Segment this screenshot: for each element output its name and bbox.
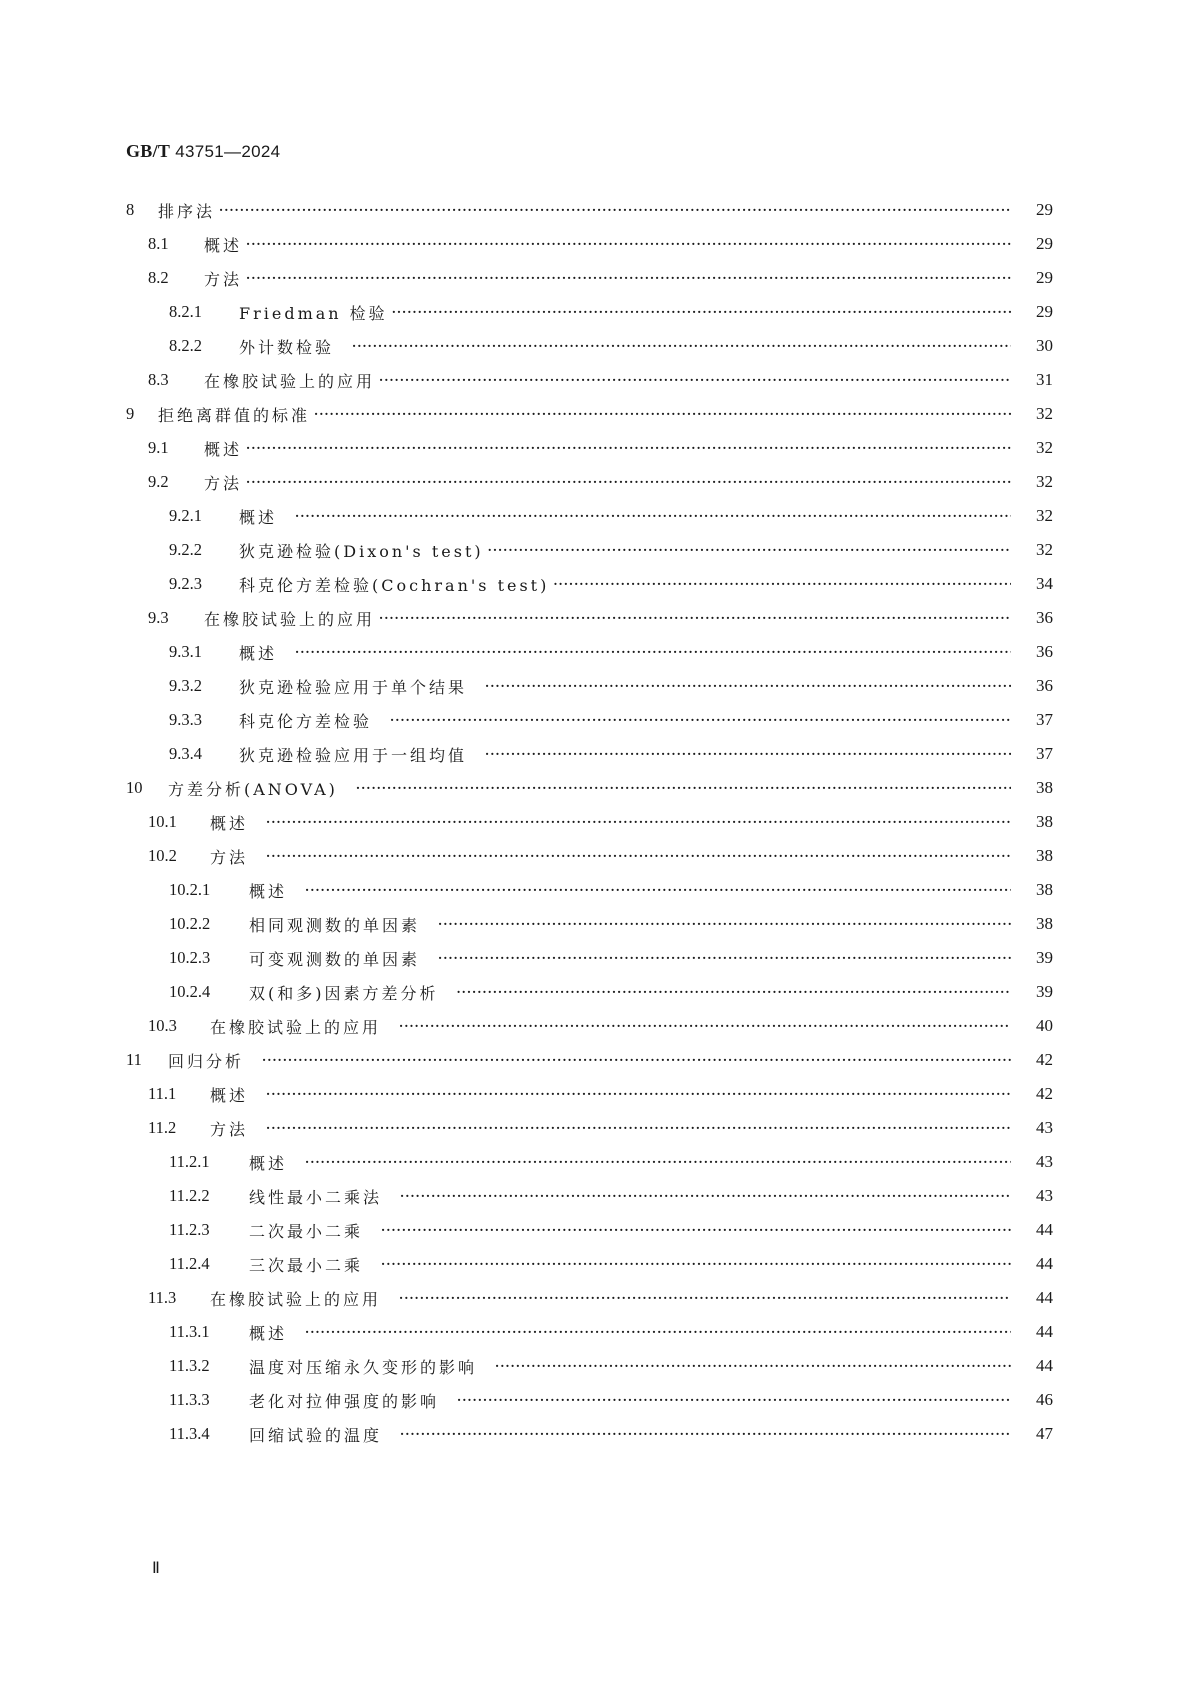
toc-entry[interactable]: [126, 533, 1053, 567]
toc-entry-title: 回归分析: [168, 1051, 245, 1071]
toc-entry-page: 47: [1036, 1424, 1053, 1443]
toc-entry[interactable]: [126, 465, 1053, 499]
dot-leader: [352, 340, 1011, 352]
toc-entry[interactable]: [126, 295, 1053, 329]
toc-entry-number: 9.3.3: [169, 710, 202, 729]
toc-entry[interactable]: [126, 941, 1053, 975]
toc-entry-page: 29: [1036, 200, 1053, 219]
toc-entry-number: 11.2: [148, 1118, 177, 1137]
toc-entry-page: 38: [1036, 778, 1053, 797]
dot-leader: [488, 544, 1011, 556]
toc-entry-title: 在橡胶试验上的应用: [204, 609, 376, 629]
toc-entry-number: 10.2.1: [169, 880, 211, 899]
table-of-contents: [126, 193, 1053, 1451]
toc-entry[interactable]: [126, 1349, 1053, 1383]
toc-entry-title: 概述: [210, 1085, 249, 1105]
toc-entry-page: 36: [1036, 642, 1053, 661]
toc-entry-title: 方差分析(ANOVA): [168, 779, 338, 799]
toc-entry-page: 31: [1036, 370, 1053, 389]
toc-entry-title: 方法: [210, 1119, 249, 1139]
dot-leader: [390, 714, 1011, 726]
toc-entry[interactable]: [126, 1315, 1053, 1349]
dot-leader: [266, 816, 1011, 828]
dot-leader: [485, 680, 1011, 692]
toc-entry[interactable]: [126, 805, 1053, 839]
toc-entry-page: 36: [1036, 608, 1053, 627]
toc-entry-page: 29: [1036, 268, 1053, 287]
toc-entry[interactable]: [126, 1111, 1053, 1145]
toc-entry-number: 10.3: [148, 1016, 177, 1035]
toc-entry-page: 44: [1036, 1356, 1053, 1375]
toc-entry-number: 9.3.1: [169, 642, 202, 661]
toc-entry-page: 44: [1036, 1220, 1053, 1239]
toc-entry-title: 狄克逊检验应用于单个结果: [239, 677, 468, 697]
dot-leader: [314, 408, 1011, 420]
toc-entry[interactable]: [126, 1145, 1053, 1179]
toc-entry-page: 43: [1036, 1186, 1053, 1205]
toc-entry-title: 线性最小二乘法: [249, 1187, 383, 1207]
toc-entry-page: 32: [1036, 404, 1053, 423]
toc-entry[interactable]: [126, 975, 1053, 1009]
toc-entry-page: 44: [1036, 1322, 1053, 1341]
dot-leader: [438, 918, 1011, 930]
toc-entry-number: 11.3.3: [169, 1390, 210, 1409]
toc-entry-number: 8.2.2: [169, 336, 202, 355]
toc-entry[interactable]: [126, 499, 1053, 533]
toc-entry-number: 11.3: [148, 1288, 177, 1307]
toc-entry-page: 44: [1036, 1288, 1053, 1307]
toc-entry[interactable]: [126, 397, 1053, 431]
dot-leader: [262, 1054, 1011, 1066]
toc-entry[interactable]: [126, 907, 1053, 941]
dot-leader: [400, 1190, 1011, 1202]
toc-entry-title: 方法: [210, 847, 249, 867]
toc-entry-number: 11.2.2: [169, 1186, 210, 1205]
toc-entry-page: 36: [1036, 676, 1053, 695]
toc-entry-page: 44: [1036, 1254, 1053, 1273]
dot-leader: [379, 374, 1011, 386]
toc-entry-page: 38: [1036, 914, 1053, 933]
toc-entry[interactable]: [126, 1383, 1053, 1417]
toc-entry[interactable]: [126, 567, 1053, 601]
toc-entry[interactable]: [126, 227, 1053, 261]
toc-entry-number: 10.2.2: [169, 914, 211, 933]
toc-entry-title: Friedman 检验: [239, 303, 388, 323]
standard-prefix: GB/T: [126, 141, 171, 161]
dot-leader: [266, 1088, 1011, 1100]
toc-entry-title: 概述: [249, 1323, 288, 1343]
toc-entry-number: 10.2.4: [169, 982, 211, 1001]
toc-entry-page: 42: [1036, 1050, 1053, 1069]
toc-entry-title: 在橡胶试验上的应用: [210, 1289, 382, 1309]
toc-entry[interactable]: [126, 431, 1053, 465]
toc-entry-number: 8: [126, 200, 135, 219]
toc-entry-page: 37: [1036, 710, 1053, 729]
toc-entry-title: 拒绝离群值的标准: [158, 405, 311, 425]
toc-entry-page: 39: [1036, 982, 1053, 1001]
dot-leader: [356, 782, 1011, 794]
toc-entry[interactable]: [126, 261, 1053, 295]
toc-entry-page: 32: [1036, 472, 1053, 491]
dot-leader: [392, 306, 1011, 318]
toc-entry-number: 8.1: [148, 234, 169, 253]
dot-leader: [305, 1156, 1011, 1168]
toc-entry-title: 科克伦方差检验(Cochran's test): [239, 575, 550, 595]
toc-entry-number: 11.1: [148, 1084, 177, 1103]
toc-entry-number: 11.2.3: [169, 1220, 210, 1239]
toc-entry-page: 38: [1036, 812, 1053, 831]
toc-entry-number: 9.3: [148, 608, 169, 627]
toc-entry-number: 11: [126, 1050, 142, 1069]
toc-entry-page: 38: [1036, 846, 1053, 865]
toc-entry-number: 11.2.1: [169, 1152, 210, 1171]
toc-entry[interactable]: [126, 601, 1053, 635]
toc-entry-number: 11.3.1: [169, 1322, 210, 1341]
toc-entry[interactable]: [126, 1043, 1053, 1077]
toc-entry-page: 46: [1036, 1390, 1053, 1409]
dot-leader: [399, 1020, 1011, 1032]
toc-entry-title: 排序法: [158, 201, 216, 221]
toc-entry[interactable]: [126, 193, 1053, 227]
toc-entry-number: 11.3.4: [169, 1424, 210, 1443]
dot-leader: [246, 272, 1011, 284]
toc-entry-page: 38: [1036, 880, 1053, 899]
toc-entry[interactable]: [126, 363, 1053, 397]
toc-entry-page: 29: [1036, 234, 1053, 253]
dot-leader: [305, 1326, 1011, 1338]
toc-entry-number: 10.1: [148, 812, 177, 831]
toc-entry-title: 双(和多)因素方差分析: [249, 983, 439, 1003]
dot-leader: [495, 1360, 1011, 1372]
toc-entry-page: 37: [1036, 744, 1053, 763]
toc-entry-title: 概述: [249, 881, 288, 901]
dot-leader: [246, 442, 1011, 454]
dot-leader: [381, 1224, 1011, 1236]
toc-entry-page: 29: [1036, 302, 1053, 321]
dot-leader: [295, 510, 1011, 522]
dot-leader: [438, 952, 1011, 964]
toc-entry-number: 8.2.1: [169, 302, 202, 321]
dot-leader: [295, 646, 1011, 658]
toc-entry-title: 二次最小二乘: [249, 1221, 364, 1241]
toc-entry-number: 9.3.2: [169, 676, 202, 695]
dot-leader: [457, 1394, 1011, 1406]
toc-entry[interactable]: [126, 1247, 1053, 1281]
toc-entry[interactable]: [126, 1417, 1053, 1451]
toc-entry-title: 狄克逊检验应用于一组均值: [239, 745, 468, 765]
dot-leader: [246, 476, 1011, 488]
dot-leader: [379, 612, 1011, 624]
toc-entry[interactable]: [126, 1213, 1053, 1247]
toc-entry-page: 43: [1036, 1118, 1053, 1137]
toc-entry-title: 相同观测数的单因素: [249, 915, 421, 935]
toc-entry-page: 40: [1036, 1016, 1053, 1035]
toc-entry-title: 可变观测数的单因素: [249, 949, 421, 969]
toc-entry-title: 在橡胶试验上的应用: [210, 1017, 382, 1037]
toc-entry-page: 30: [1036, 336, 1053, 355]
document-code: [126, 141, 280, 162]
toc-entry-title: 概述: [204, 235, 243, 255]
toc-entry-number: 10.2.3: [169, 948, 211, 967]
toc-entry[interactable]: [126, 873, 1053, 907]
toc-entry[interactable]: [126, 635, 1053, 669]
toc-entry-title: 方法: [204, 473, 243, 493]
toc-entry-page: 39: [1036, 948, 1053, 967]
dot-leader: [305, 884, 1011, 896]
dot-leader: [553, 578, 1011, 590]
toc-entry-page: 42: [1036, 1084, 1053, 1103]
toc-entry-title: 概述: [210, 813, 249, 833]
toc-entry-title: 概述: [249, 1153, 288, 1173]
toc-entry-number: 9.2: [148, 472, 169, 491]
dot-leader: [266, 850, 1011, 862]
toc-entry[interactable]: [126, 839, 1053, 873]
toc-entry-number: 9.3.4: [169, 744, 202, 763]
standard-number: 43751—2024: [175, 142, 281, 161]
toc-entry-number: 11.2.4: [169, 1254, 210, 1273]
toc-entry-number: 9.2.1: [169, 506, 202, 525]
toc-entry[interactable]: [126, 771, 1053, 805]
toc-entry-page: 32: [1036, 506, 1053, 525]
toc-entry-title: 回缩试验的温度: [249, 1425, 383, 1445]
toc-entry-title: 外计数检验: [239, 337, 335, 357]
dot-leader: [219, 204, 1011, 216]
toc-entry[interactable]: [126, 669, 1053, 703]
toc-entry-title: 温度对压缩永久变形的影响: [249, 1357, 478, 1377]
toc-entry-number: 8.2: [148, 268, 169, 287]
toc-entry-title: 科克伦方差检验: [239, 711, 373, 731]
toc-entry-title: 老化对拉伸强度的影响: [249, 1391, 440, 1411]
toc-entry[interactable]: [126, 737, 1053, 771]
toc-entry[interactable]: [126, 329, 1053, 363]
toc-entry-number: 11.3.2: [169, 1356, 210, 1375]
toc-entry-number: 10.2: [148, 846, 177, 865]
toc-entry-number: 10: [126, 778, 143, 797]
toc-entry-page: 43: [1036, 1152, 1053, 1171]
toc-entry-number: 9: [126, 404, 135, 423]
toc-entry[interactable]: [126, 1077, 1053, 1111]
toc-entry-page: 32: [1036, 540, 1053, 559]
dot-leader: [400, 1428, 1011, 1440]
toc-entry-title: 概述: [239, 643, 278, 663]
toc-entry-page: 32: [1036, 438, 1053, 457]
toc-entry-title: 三次最小二乘: [249, 1255, 364, 1275]
dot-leader: [399, 1292, 1011, 1304]
toc-entry-number: 9.2.3: [169, 574, 202, 593]
toc-entry-number: 9.2.2: [169, 540, 202, 559]
dot-leader: [266, 1122, 1011, 1134]
toc-entry-title: 概述: [204, 439, 243, 459]
toc-entry[interactable]: [126, 703, 1053, 737]
toc-entry[interactable]: [126, 1009, 1053, 1043]
toc-entry-title: 方法: [204, 269, 243, 289]
toc-entry-title: 狄克逊检验(Dixon's test): [239, 541, 484, 561]
toc-entry-page: 34: [1036, 574, 1053, 593]
toc-entry-number: 9.1: [148, 438, 169, 457]
toc-entry-title: 概述: [239, 507, 278, 527]
toc-entry-number: 8.3: [148, 370, 169, 389]
dot-leader: [381, 1258, 1011, 1270]
toc-entry-title: 在橡胶试验上的应用: [204, 371, 376, 391]
dot-leader: [246, 238, 1011, 250]
page-number: Ⅱ: [152, 1560, 160, 1577]
toc-entry[interactable]: [126, 1179, 1053, 1213]
dot-leader: [457, 986, 1012, 998]
dot-leader: [485, 748, 1011, 760]
toc-entry[interactable]: [126, 1281, 1053, 1315]
